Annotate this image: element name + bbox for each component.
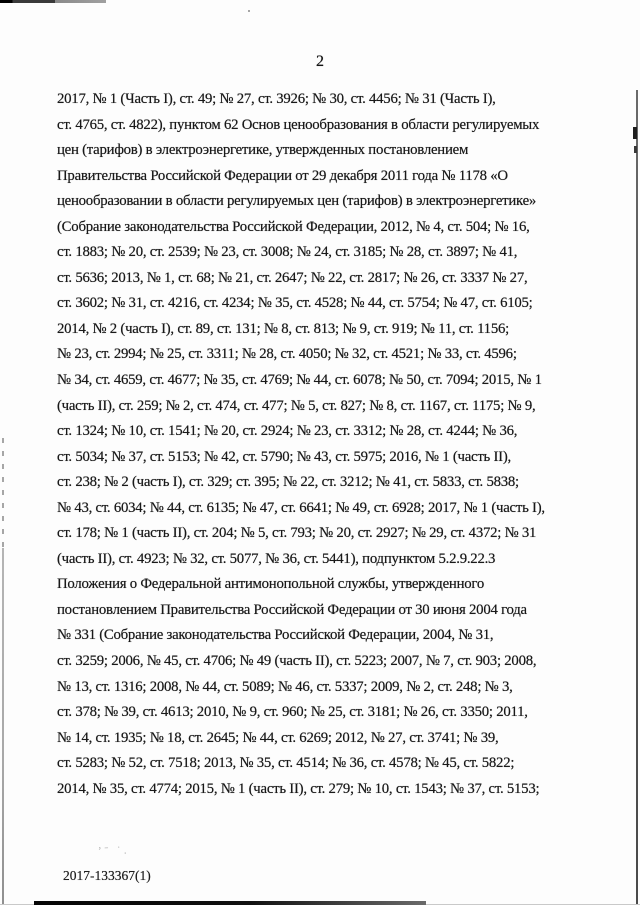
text-line: ст. 3259; 2006, № 45, ст. 4706; № 49 (часть II), ст. 5223; 2007, № 7, ст. 903; 2008, (57, 653, 537, 670)
text-line: № 331 (Собрание законодательства Российской Федерации, 2004, № 31, (57, 627, 494, 644)
text-line: ценообразовании в области регулируемых цен (тарифов) в электроэнергетике» (57, 193, 537, 210)
text-line: цен (тарифов) в электроэнергетике, утвержденных постановлением (57, 142, 469, 159)
text-line: 2014, № 2 (часть I), ст. 89, ст. 131; № 8, ст. 813; № 9, ст. 919; № 11, ст. 1156; (57, 320, 509, 337)
scan-edge-right-line (636, 90, 638, 905)
scan-blot (633, 127, 637, 139)
text-line: ст. 1324; № 10, ст. 1541; № 20, ст. 2924; № 23, ст. 3312; № 28, ст. 4244; № 36, (57, 423, 518, 440)
text-line: ст. 378; № 39, ст. 4613; 2010, № 9, ст. 960; № 25, ст. 3181; № 26, ст. 3350; 2011, (57, 704, 528, 721)
text-line: № 13, ст. 1316; 2008, № 44, ст. 5089; № 46, ст. 5337; 2009, № 2, ст. 248; № 3, (57, 678, 513, 695)
text-line: № 23, ст. 2994; № 25, ст. 3311; № 28, ст. 4050; № 32, ст. 4521; № 33, ст. 4596; (57, 346, 517, 363)
document-body-text (57, 87, 602, 802)
text-line: ст. 1883; № 20, ст. 2539; № 23, ст. 3008; № 24, ст. 3185; № 28, ст. 3897; № 41, (57, 244, 518, 261)
text-line: (Собрание законодательства Российской Федерации, 2012, № 4, ст. 504; № 16, (57, 218, 530, 235)
text-line: 2017, № 1 (Часть I), ст. 49; № 27, ст. 3926; № 30, ст. 4456; № 31 (Часть I), (57, 91, 496, 107)
text-line: Положения о Федеральной антимонопольной службы, утвержденного (57, 576, 484, 593)
text-line: ст. 3602; № 31, ст. 4216, ст. 4234; № 35, ст. 4528; № 44, ст. 5754; № 47, ст. 6105; (57, 295, 533, 312)
text-line: 2014, № 35, ст. 4774; 2015, № 1 (часть II), ст. 279; № 10, ст. 1543; № 37, ст. 5153; (57, 780, 540, 797)
scan-edge-left-dashes (2, 438, 4, 548)
text-line: № 43, ст. 6034; № 44, ст. 6135; № 47, ст. 6641; № 49, ст. 6928; 2017, № 1 (часть I), (57, 499, 545, 516)
pencil-annotation: ’ˉ ˙. (97, 844, 130, 858)
scan-edge-bottom-bar (34, 901, 426, 905)
text-line: ст. 5636; 2013, № 1, ст. 68; № 21, ст. 2647; № 22, ст. 2817; № 26, ст. 3337 № 27, (57, 269, 528, 286)
text-line: постановлением Правительства Российской Федерации от 30 июня 2004 года (57, 601, 527, 618)
text-line: ст. 178; № 1 (часть II), ст. 204; № 5, ст. 793; № 20, ст. 2927; № 29, ст. 4372; № 31 (57, 525, 537, 542)
text-line: (часть II), ст. 4923; № 32, ст. 5077, № 36, ст. 5441), подпунктом 5.2.9.22.3 (57, 550, 496, 567)
text-line: (часть II), ст. 259; № 2, ст. 474, ст. 477; № 5, ст. 827; № 8, ст. 1167, ст. 1175; № 9, (57, 397, 536, 414)
scan-edge-top-bar (0, 0, 106, 3)
text-line: Правительства Российской Федерации от 29 декабря 2011 года № 1178 «О (57, 167, 508, 184)
text-line: ст. 5034; № 37, ст. 5153; № 42, ст. 5790; № 43, ст. 5975; 2016, № 1 (часть II), (57, 448, 511, 465)
text-line: ст. 5283; № 52, ст. 7518; 2013, № 35, ст. 4514; № 36, ст. 4578; № 45, ст. 5822; (57, 755, 515, 772)
scan-blot (634, 146, 637, 153)
scan-edge-left-line (2, 548, 4, 905)
text-line: ст. 4765, ст. 4822), пунктом 62 Основ ценообразования в области регулируемых (57, 116, 540, 133)
text-line: № 14, ст. 1935; № 18, ст. 2645; № 44, ст. 6269; 2012, № 27, ст. 3741; № 39, (57, 729, 499, 746)
text-line: № 34, ст. 4659, ст. 4677; № 35, ст. 4769; № 44, ст. 6078; № 50, ст. 7094; 2015, № 1 (57, 372, 542, 389)
page-number: 2 (316, 53, 324, 70)
text-line: ст. 238; № 2 (часть I), ст. 329; ст. 395; № 22, ст. 3212; № 41, ст. 5833, ст. 5838; (57, 474, 519, 491)
case-number-footer: 2017-133367(1) (63, 868, 151, 883)
scan-speck (248, 10, 250, 12)
